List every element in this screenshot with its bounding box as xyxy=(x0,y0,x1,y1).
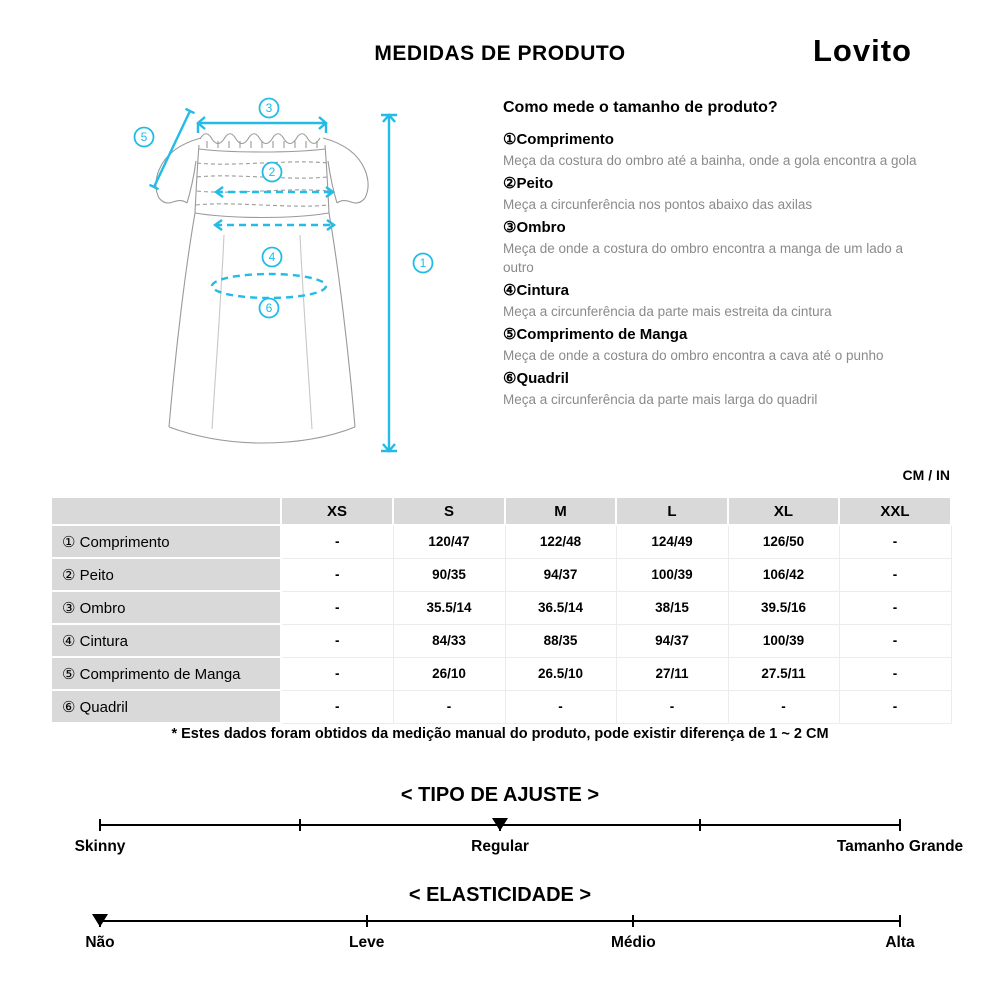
size-value: - xyxy=(728,690,839,723)
guide-item-name: Comprimento xyxy=(516,131,614,148)
guide-item-name: Ombro xyxy=(516,219,566,236)
col-header-xs: XS xyxy=(281,497,393,525)
size-table xyxy=(50,496,952,724)
size-value: 27/11 xyxy=(616,657,728,690)
size-value: - xyxy=(616,690,728,723)
page-title: MEDIDAS DE PRODUTO xyxy=(374,42,626,65)
guide-item-desc: Meça de onde a costura do ombro encontra a manga de um lado a outro xyxy=(503,241,904,275)
size-value: 39.5/16 xyxy=(728,591,839,624)
elasticity-marker-icon xyxy=(92,914,108,927)
scale-tick xyxy=(699,819,701,831)
fit-type-scale xyxy=(74,824,964,855)
size-value: 126/50 xyxy=(728,525,839,558)
col-header-m: M xyxy=(505,497,616,525)
size-value: 120/47 xyxy=(393,525,505,558)
elasticity-label-alta: Alta xyxy=(885,934,915,951)
size-value: - xyxy=(281,591,393,624)
fit-marker-icon xyxy=(492,818,508,831)
marker-waist-number: 4 xyxy=(268,250,276,264)
scale-tick xyxy=(299,819,301,831)
guide-item-desc: Meça a circunferência da parte mais estreita da cintura xyxy=(503,304,832,319)
guide-item-desc: Meça a circunferência nos pontos abaixo das axilas xyxy=(503,197,813,212)
guide-item-number: ① xyxy=(503,131,517,148)
measurement-figure xyxy=(0,95,1000,475)
size-value: 35.5/14 xyxy=(393,591,505,624)
size-value: - xyxy=(281,558,393,591)
marker-chest-number: 2 xyxy=(268,165,276,179)
fit-label-skinny: Skinny xyxy=(74,838,126,855)
size-value: - xyxy=(839,690,951,723)
size-value: 124/49 xyxy=(616,525,728,558)
guide-item-comprimento xyxy=(503,129,943,170)
unit-label: CM / IN xyxy=(902,467,950,483)
table-row-comprimento xyxy=(51,525,951,558)
guide-item-ombro xyxy=(503,217,943,277)
size-value: 100/39 xyxy=(728,624,839,657)
guide-title: Como mede o tamanho de produto? xyxy=(503,99,778,116)
table-row-ombro xyxy=(51,591,951,624)
size-value: - xyxy=(281,525,393,558)
guide-item-number: ④ xyxy=(503,282,517,299)
size-value: 94/37 xyxy=(505,558,616,591)
guide-item-desc: Meça da costura do ombro até a bainha, onde a gola encontra a gola xyxy=(503,153,917,168)
size-value: - xyxy=(839,525,951,558)
fit-type-title: < TIPO DE AJUSTE > xyxy=(400,784,600,806)
guide-item-cintura xyxy=(503,280,943,321)
guide-item-name: Quadril xyxy=(516,370,569,387)
size-value: - xyxy=(281,690,393,723)
scale-tick xyxy=(899,819,901,831)
marker-shoulder-number: 3 xyxy=(265,101,273,115)
elasticity-label-medio: Médio xyxy=(610,934,656,951)
elasticity-label-leve: Leve xyxy=(348,934,385,951)
size-value: 27.5/11 xyxy=(728,657,839,690)
row-label: ③ Ombro xyxy=(51,591,281,624)
size-value: - xyxy=(839,657,951,690)
marker-sleeve-number: 5 xyxy=(140,130,148,144)
col-header-xl: XL xyxy=(728,497,839,525)
guide-item-number: ② xyxy=(503,175,517,192)
size-value: - xyxy=(839,624,951,657)
guide-item-peito xyxy=(503,173,943,214)
guide-item-number: ⑥ xyxy=(503,370,517,387)
size-value: - xyxy=(281,657,393,690)
size-value: 90/35 xyxy=(393,558,505,591)
elasticity-label-nao: Não xyxy=(85,934,115,951)
table-row-peito xyxy=(51,558,951,591)
table-row-quadril xyxy=(51,690,951,723)
row-label: ② Peito xyxy=(51,558,281,591)
corner-cell xyxy=(51,497,281,525)
size-value: - xyxy=(281,624,393,657)
col-header-s: S xyxy=(393,497,505,525)
scale-tick xyxy=(632,915,634,927)
row-label: ④ Cintura xyxy=(51,624,281,657)
size-value: 88/35 xyxy=(505,624,616,657)
elasticity-title: < ELASTICIDADE > xyxy=(408,884,592,906)
guide-item-quadril xyxy=(503,368,943,409)
guide-item-name: Peito xyxy=(516,175,554,192)
guide-item-number: ③ xyxy=(503,219,517,236)
marker-hip-number: 6 xyxy=(265,301,273,315)
scale-tick xyxy=(99,819,101,831)
size-value: 84/33 xyxy=(393,624,505,657)
size-value: 36.5/14 xyxy=(505,591,616,624)
size-value: 106/42 xyxy=(728,558,839,591)
measurement-disclaimer: * Estes dados foram obtidos da medição manual do produto, pode existir diferença de 1 ~ 2 CM xyxy=(171,726,829,742)
marker-length-number: 1 xyxy=(419,256,427,270)
col-header-xxl: XXL xyxy=(839,497,951,525)
size-value: - xyxy=(839,591,951,624)
guide-item-name: Cintura xyxy=(516,282,569,299)
fit-label-tamanho-grande: Tamanho Grande xyxy=(836,838,964,855)
guide-item-desc: Meça de onde a costura do ombro encontra a cava até o punho xyxy=(503,348,884,363)
scale-tick xyxy=(366,915,368,927)
size-value: - xyxy=(839,558,951,591)
size-value: 26/10 xyxy=(393,657,505,690)
table-header-row xyxy=(51,497,951,525)
elasticity-scale xyxy=(85,920,915,951)
size-value: 94/37 xyxy=(616,624,728,657)
scale-tick xyxy=(899,915,901,927)
guide-item-desc: Meça a circunferência da parte mais larga do quadril xyxy=(503,392,818,407)
row-label: ① Comprimento xyxy=(51,525,281,558)
size-value: 122/48 xyxy=(505,525,616,558)
size-value: - xyxy=(393,690,505,723)
guide-item-number: ⑤ xyxy=(503,326,517,343)
guide-item-manga xyxy=(503,324,943,365)
measure-guide xyxy=(503,99,943,412)
size-value: 26.5/10 xyxy=(505,657,616,690)
size-value: 38/15 xyxy=(616,591,728,624)
col-header-l: L xyxy=(616,497,728,525)
brand-logo: Lovito xyxy=(813,33,912,68)
fit-label-regular: Regular xyxy=(471,838,529,855)
table-row-manga xyxy=(51,657,951,690)
size-value: - xyxy=(505,690,616,723)
row-label: ⑤ Comprimento de Manga xyxy=(51,657,281,690)
dress-illustration xyxy=(112,95,462,470)
size-value: 100/39 xyxy=(616,558,728,591)
row-label: ⑥ Quadril xyxy=(51,690,281,723)
guide-item-name: Comprimento de Manga xyxy=(516,326,688,343)
table-row-cintura xyxy=(51,624,951,657)
